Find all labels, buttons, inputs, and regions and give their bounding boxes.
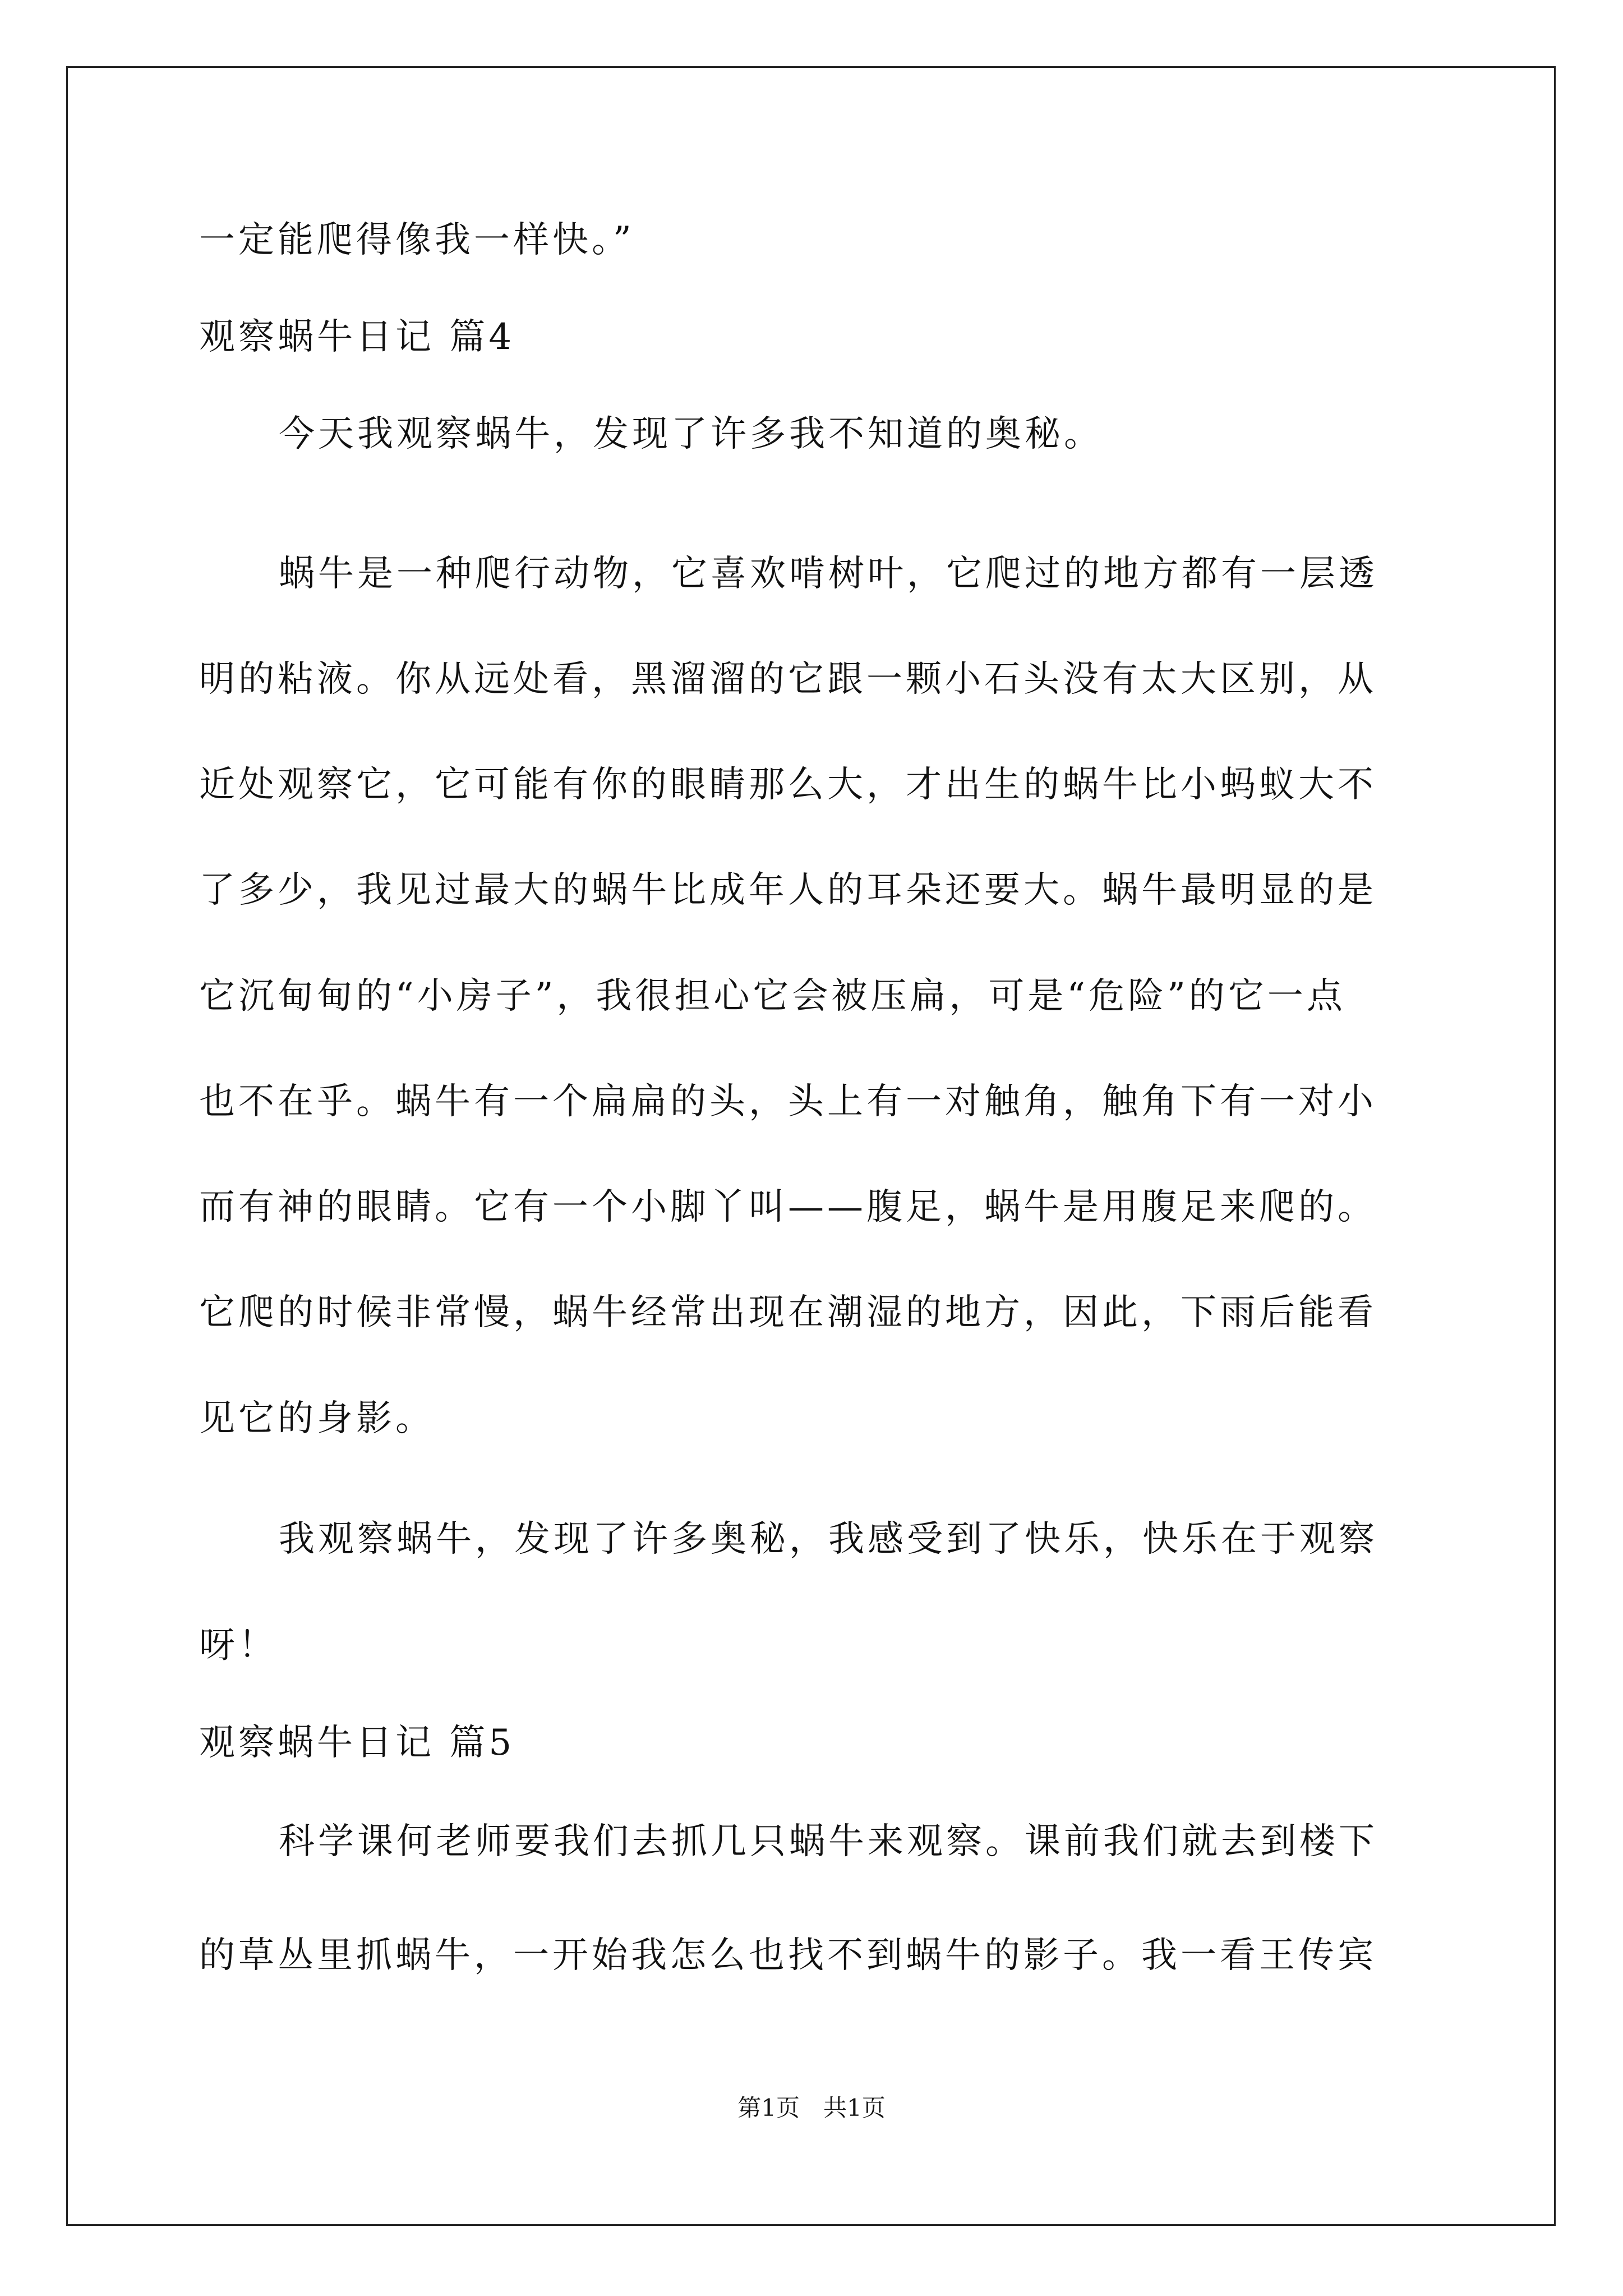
paragraph-line: 也不在乎。蜗牛有一个扁扁的头，头上有一对触角，触角下有一对小 xyxy=(199,1081,1377,1122)
paragraph-line: 它沉甸甸的“小房子”，我很担心它会被压扁，可是“危险”的它一点 xyxy=(199,976,1346,1017)
paragraph-line: 我观察蜗牛，发现了许多奥秘，我感受到了快乐，快乐在于观察 xyxy=(279,1519,1378,1560)
paragraph-line: 了多少，我见过最大的蜗牛比成年人的耳朵还要大。蜗牛最明显的是 xyxy=(199,869,1377,911)
paragraph-line: 它爬的时候非常慢，蜗牛经常出现在潮湿的地方，因此，下雨后能看 xyxy=(199,1292,1377,1333)
section-heading: 观察蜗牛日记 篇5 xyxy=(199,1722,515,1764)
paragraph-line: 今天我观察蜗牛，发现了许多我不知道的奥秘。 xyxy=(279,413,1103,455)
paragraph-line: 科学课何老师要我们去抓几只蜗牛来观察。课前我们就去到楼下 xyxy=(279,1821,1378,1862)
paragraph-line: 的草丛里抓蜗牛，一开始我怎么也找不到蜗牛的影子。我一看王传宾 xyxy=(199,1935,1377,1976)
paragraph-line: 蜗牛是一种爬行动物，它喜欢啃树叶，它爬过的地方都有一层透 xyxy=(279,553,1378,595)
section-heading: 观察蜗牛日记 篇4 xyxy=(199,316,515,358)
paragraph-line: 近处观察它，它可能有你的眼睛那么大，才出生的蜗牛比小蚂蚁大不 xyxy=(199,764,1377,806)
paragraph-line: 明的粘液。你从远处看，黑溜溜的它跟一颗小石头没有太大区别，从 xyxy=(199,659,1377,700)
page-footer: 第1页 共1页 xyxy=(737,2094,886,2122)
paragraph-line: 而有神的眼睛。它有一个小脚丫叫——腹足，蜗牛是用腹足来爬的。 xyxy=(199,1186,1377,1228)
paragraph-line: 一定能爬得像我一样快。” xyxy=(199,219,635,261)
page-border xyxy=(66,66,1556,2226)
paragraph-line: 呀！ xyxy=(199,1625,278,1666)
paragraph-line: 见它的身影。 xyxy=(199,1398,435,1439)
